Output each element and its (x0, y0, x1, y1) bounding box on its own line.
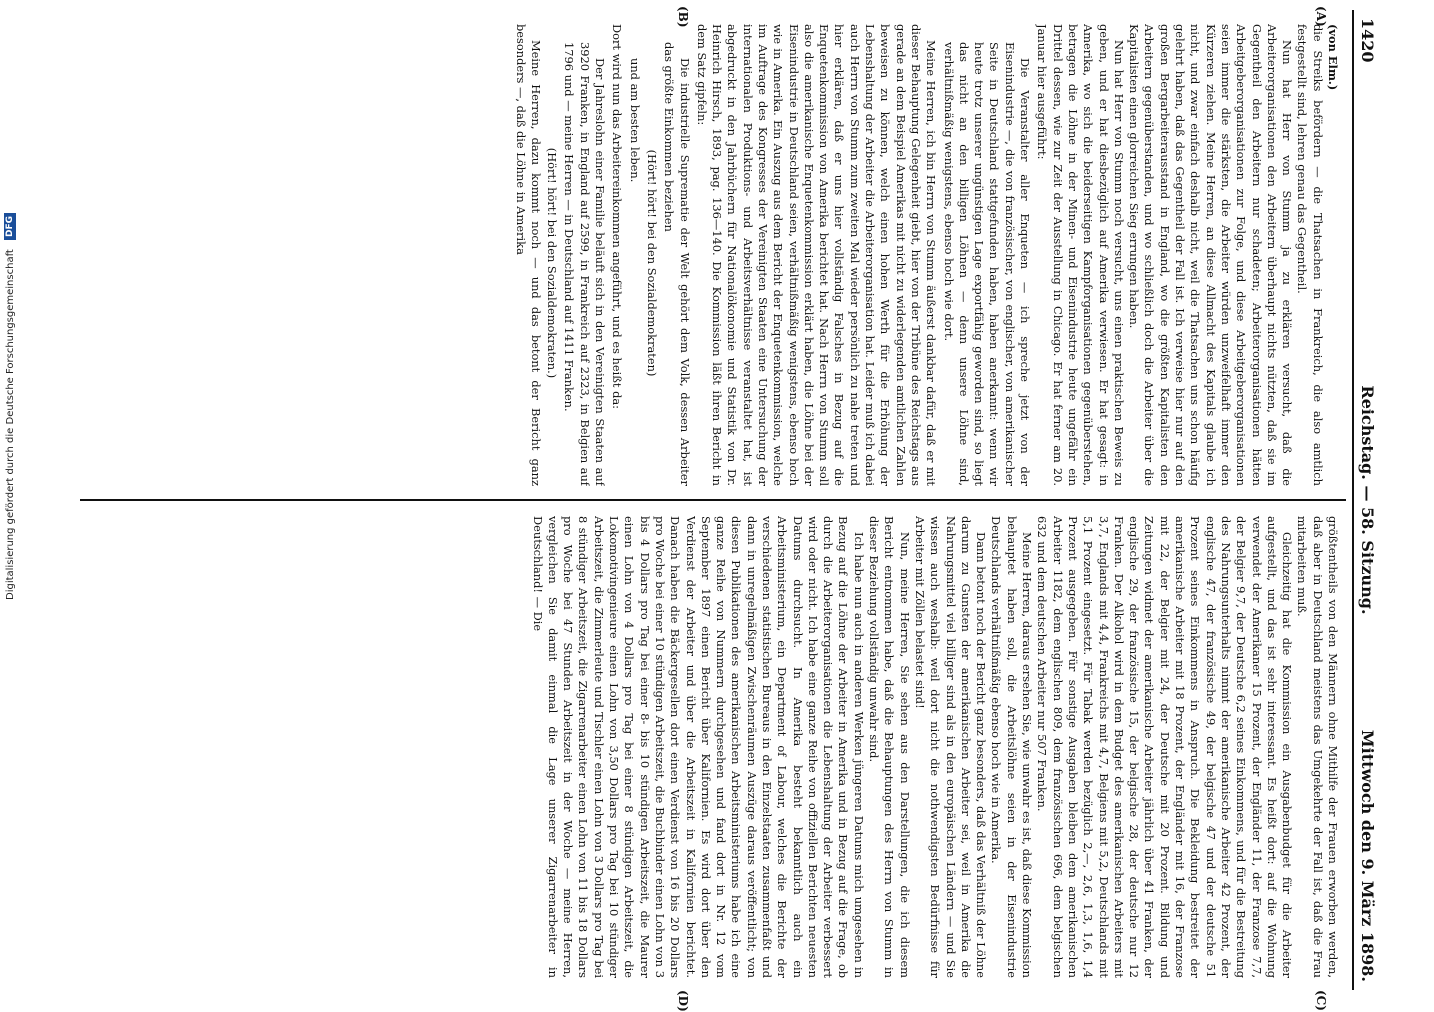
quotation: Die Veranstalter aller Enqueten — ich spreche jetzt von der Eisenindustrie —, die von französischer, von englischer, von amerikanischer Seite in Deutschland stattgefunden haben, haben anerkannt: wenn wir heute trotz unserer ungünstigen Lage exportfähig geworden sind, so liegt das nicht an den billigen Löhnen — denn unsere Löhne sind, verhältnißmäßig wenigstens, ebenso hoch wie dort. (941, 42, 1033, 486)
paragraph: Ich habe nun auch in anderen Werken jüngeren Datums mich umgesehen in Bezug auf die Löhne der Arbeiter in Amerika und in Bezug auf die Frage, ob durch die Arbeiterorganisationen die Lebenshaltung der Arbeiter verbessert wird oder nicht. Ich habe eine ganze Reihe von offiziellen Berichten neuesten Datums durchsucht. In Amerika besteht bekanntlich auch ein Arbeitsministerium, ein Department of Labour, welches die Berichte der verschiedenen statistischen Bureaus in den Einzelstaaten zusammenfaßt und dann in unregelmäßigen Zwischenräumen Auszüge daraus veröffentlicht; von diesen Publikationen des amerikanischen Arbeitsministeriums habe ich eine ganze Reihe von Nummern durchgesehen und fand dort in Nr. 12 vom September 1897 einen Bericht über Kalifornien. Es wird dort über den Verdienst der Arbeiter und über die Arbeitszeit in Kalifornien berichtet. Danach haben die Bäckergesellen dort einen Verdienst von 16 bis 20 Dollars pro Woche bei einer 10 stündigen Arbeitszeit, die Buchbinder einen Lohn von 3 bis 4 Dollars pro Tag bei einer 8- bis 10 stündigen Arbeitszeit, die Maurer einen Lohn von 4 Dollars pro Tag bei einer 8 stündigen Arbeitszeit, die Lokomotivingenieure einen Lohn von 3,50 Dollars pro Tag bei 10 stündiger Arbeitszeit, die Zimmerleute und Tischler einen Lohn von 3 Dollars pro Tag bei 8 stündiger Arbeitszeit, die Zigarrenarbeiter einen Lohn von 11 bis 18 Dollars pro Woche bei 47 Stunden Arbeitszeit in der Woche — meine Herren, vergleichen Sie damit einmal die Lage unserer Zigarrenarbeiter in Deutschland! — Die (530, 516, 866, 978)
rotated-page (80, 6, 1380, 1012)
quotation: und am besten leben. (627, 58, 642, 183)
footer-text: Digitalisierung gefördert durch die Deutsche Forschungsgemeinschaft (5, 249, 16, 600)
margin-marker-b: (B) (676, 6, 690, 28)
page-number: 1420 (1358, 18, 1377, 63)
dfg-logo: DFG (4, 213, 16, 240)
paragraph: Dort wird nun das Arbeitereinkommen angeführt, und es heißt da: (610, 24, 625, 410)
interjection: (Hört! hört! bei den Sozialdemokraten) (644, 149, 659, 377)
margin-marker-a: (A) (1314, 6, 1328, 27)
paragraph: die Streiks befördern — die Thatsachen in Frankreich, die also amtlich festgestellt sind, lehren genau das Gegentheil. (1295, 24, 1325, 486)
paragraph: größtentheils von den Männern ohne Mithilfe der Frauen erworben werden, daß aber in Deutschland meistens das Umgekehrte der Fall ist, daß die Frau mitarbeiten muß. (1295, 516, 1340, 978)
quotation: Die industrielle Suprematie der Welt gehört dem Volk, dessen Arbeiter das größte Einkommen beziehen (662, 42, 692, 486)
paragraph: Nun hat Herr von Stumm ja zu erklären versucht, daß die Arbeiterorganisationen den Arbeitern überhaupt nichts nützten, daß sie im Gegentheil den Arbeitern nur schadeten; Arbeiterorganisationen hätten Arbeitgeberorganisationen zur Folge, und diese Arbeitgeberorganisationen seien immer die stärksten, die Arbeiter würden unzweifelhaft immer den Kürzeren ziehen. Meine Herren, an diese Allmacht des Kapitals glaube ich nicht, und zwar einfach deshalb nicht, weil die Thatsachen uns schon häufig gelehrt haben, daß das Gegentheil der Fall ist. Ich verweise hier nur auf den großen Bergarbeiterausstand in England, wo die größten Kapitalisten den Arbeitern gegenüberstanden, und wo schließlich doch die Arbeiter über die Kapitalisten einen glorreichen Sieg errungen haben. (1127, 24, 1295, 486)
session-date: Mittwoch den 9. März 1898. (1358, 729, 1377, 982)
paragraph: Meine Herren, ich bin Herrn von Stumm äußerst dankbar dafür, daß er mit dieser Behauptung Gelegenheit giebt, hier von der Tribüne des Reichstags aus gerade an dem Beispiel Amerikas mit nicht zu widerlegenden amtlichen Zahlen beweisen zu können, welch einen hohen Werth für die Erhöhung der Lebenshaltung der Arbeiter die Arbeiterorganisation hat. Leider muß ich dabei auch Herrn von Stumm zum zweiten Mal wieder persönlich zu nahe treten und hier erklären, daß er uns hier vollständig Falsches in Bezug auf die Enquetenkommission von Amerika berichtet hat. Nach Herrn von Stumm soll also die amerikanische Enquetenkommission erklärt haben, die Löhne bei der Eisenindustrie in Deutschland seien, verhältnißmäßig wenigstens, ebenso hoch wie in Amerika. Ein Auszug aus dem Bericht der Enquetenkommission, welche im Auftrage des Kongresses der Vereinigten Staaten eine Untersuchung der internationalen Produktions- und Arbeitsverhältnisse veranstaltet hat, ist abgedruckt in den Jahrbüchern für Nationalökonomie und Statistik von Dr. Heinrich Hirsch, 1893, pag. 136—140. Die Kommission läßt ihren Bericht in dem Satz gipfeln: (694, 24, 939, 486)
column-divider (80, 499, 1346, 501)
margin-marker-c: (C) (1314, 990, 1328, 1011)
speaker-label: (von Elm.) (1326, 24, 1340, 91)
margin-marker-d: (D) (676, 990, 690, 1012)
paragraph: Dann betont noch der Bericht ganz besonders, daß das Verhältniß der Löhne darum zu Gunsten der amerikanischen Arbeiter sei, weil in Amerika die Nahrungsmittel viel billiger sind als in den europäischen Ländern — und Sie wissen auch weshalb: weil dort nicht die nothwendigsten Bedürfnisse für Arbeiter mit Zöllen belastet sind! (912, 516, 989, 978)
digitization-footer (4, 204, 18, 600)
paragraph: Nun, meine Herren, Sie sehen aus den Darstellungen, die ich diesem Bericht entnommen habe, daß die Behauptungen des Herrn von Stumm in dieser Beziehung vollständig unwahr sind. (867, 516, 912, 978)
left-column (85, 24, 1340, 486)
page-title: Reichstag. — 58. Sitzung. (1358, 385, 1377, 615)
interjection: (Hört! hört! bei den Sozialdemokraten.) (545, 147, 560, 379)
paragraph: Gleichzeitig hat die Kommission ein Ausgabenbudget für die Arbeiter aufgestellt, und das ist sehr interessant. Es heißt dort: auf die Wohnung verwendet der Amerikaner 15 Prozent, der Engländer 11, der Franzose 7,7, der Belgier 9,7, der Deutsche 6,2 seines Einkommens, und für die Bestreitung des Nahrungsunterhalts nimmt der amerikanische Arbeiter 42 Prozent, der englische 47, der französische 49, der belgische 47 und der deutsche 51 Prozent seines Einkommens in Anspruch. Die Bekleidung bestreitet der amerikanische Arbeiter mit 18 Prozent, der Engländer mit 16, der Franzose mit 22, der Belgier mit 24, der Deutsche mit 20 Prozent. Bildung und Zeitungen widmet der amerikanische Arbeiter jährlich über 41 Franken, der englische 29, der französische 15, der belgische 28, der deutsche nur 12 Franken. Der Alkohol wird in dem Budget des amerikanischen Arbeiters mit 3,7, Englands mit 4,4, Frankreichs mit 4,7, Belgiens mit 5,2, Deutschlands mit 5,1 Prozent eingesetzt. Für Tabak werden bezüglich 2,—, 2,6, 1,3, 1,6, 1,4 Prozent ausgegeben. Für sonstige Ausgaben bleiben dem amerikanischen Arbeiter 1182, dem englischen 809, dem französischen 696, dem belgischen 632 und dem deutschen Arbeiter nur 507 Franken. (1035, 516, 1295, 978)
right-column (85, 516, 1340, 978)
paragraph: Meine Herren, dazu kommt noch — und das betont der Bericht ganz besonders —, daß die Löhne in Amerika (513, 24, 543, 486)
quotation: Der Jahreslohn einer Familie beläuft sich in den Vereinigten Staaten auf 3920 Franken, in England auf 2599, in Frankreich auf 2323, in Belgien auf 1796 und — meine Herren — in Deutschland auf 1411 Franken. (562, 42, 608, 486)
page-header (1352, 10, 1380, 990)
paragraph: Nun hat Herr von Stumm noch versucht, uns einen praktischen Beweis zu geben, und er hat diesbezüglich auf Amerika verwiesen. Er hat gesagt: in Amerika, wo sich die beiderseitigen Kampforganisationen gegenüberstehen, betragen die Löhne in der Minen- und Eisenindustrie heute ungefähr ein Drittel dessen, wie zur Zeit der Ausstellung in Chicago. Er hat ferner am 20. Januar hier ausgeführt: (1035, 24, 1126, 486)
paragraph: Meine Herren, daraus ersehen Sie, wie unwahr es ist, daß diese Kommission behauptet haben soll, die Arbeitslöhne seien in der Eisenindustrie Deutschlands verhältnißmäßig ebenso hoch wie in Amerika. (989, 516, 1035, 978)
